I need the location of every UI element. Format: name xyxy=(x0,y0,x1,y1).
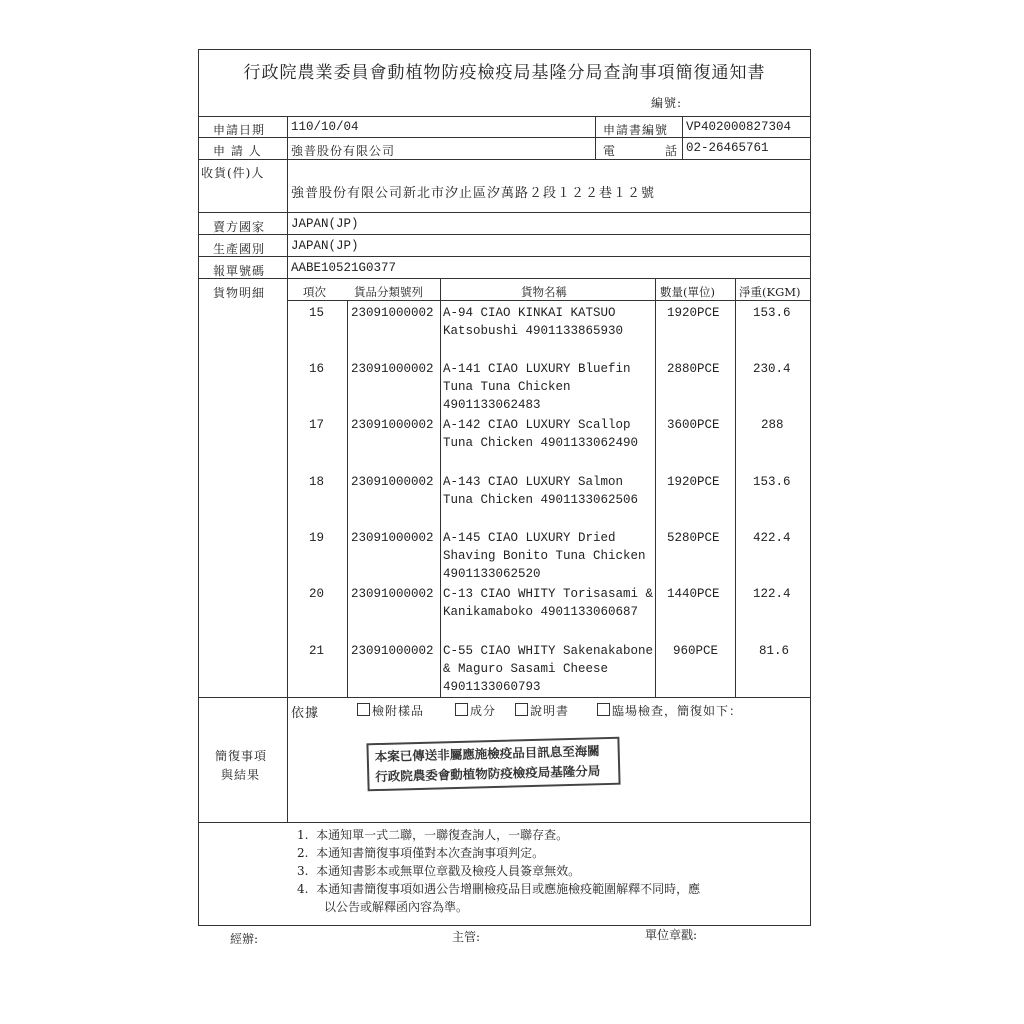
notice-form xyxy=(198,49,811,926)
form-title: 行政院農業委員會動植物防疫檢疫局基隆分局查詢事項簡復通知書 xyxy=(243,63,766,83)
checkbox[interactable] xyxy=(357,703,370,716)
row-qty: 1440PCE xyxy=(667,587,720,601)
unit-seal-label: 單位章戳: xyxy=(645,928,698,942)
apply-no: VP402000827304 xyxy=(686,120,792,134)
row-weight: 153.6 xyxy=(753,306,791,320)
note-number: 2. xyxy=(297,846,309,860)
note-text-continued: 以公告或解釋函內容為準。 xyxy=(324,900,469,914)
row-code: 23091000002 xyxy=(351,306,434,320)
basis-option-label: 成分 xyxy=(470,704,497,718)
checkbox[interactable] xyxy=(515,703,528,716)
note-text: 本通知書影本或無單位章戳及檢疫人員簽章無效。 xyxy=(316,864,581,878)
origin-label: 生產國別 xyxy=(213,242,266,256)
row-item: 20 xyxy=(309,587,325,601)
applicant: 強普股份有限公司 xyxy=(291,144,396,158)
row-code: 23091000002 xyxy=(351,475,434,489)
basis-option-label: 臨場檢查，簡復如下： xyxy=(612,704,743,718)
basis-option-manual[interactable] xyxy=(515,702,569,719)
row-qty: 2880PCE xyxy=(667,362,720,376)
row-weight: 153.6 xyxy=(753,475,791,489)
basis-option-label: 檢附樣品 xyxy=(372,704,425,718)
seller-country: JAPAN(JP) xyxy=(291,217,359,231)
result-label-line1: 簡復事項 xyxy=(215,749,268,763)
declaration-label: 報單號碼 xyxy=(213,264,266,278)
consignee-label: 收貨(件)人 xyxy=(201,166,265,180)
col-weight-header: 淨重(KGM) xyxy=(739,285,801,299)
row-qty: 5280PCE xyxy=(667,531,720,545)
phone: 02-26465761 xyxy=(686,141,769,155)
row-item: 15 xyxy=(309,306,325,320)
basis-label: 依據 xyxy=(291,706,320,721)
serial-label: 編號: xyxy=(651,96,683,110)
result-label-line2: 與結果 xyxy=(221,768,261,782)
col-item-header: 項次 xyxy=(303,285,326,299)
row-code: 23091000002 xyxy=(351,644,434,658)
col-code-header: 貨品分類號列 xyxy=(354,285,423,299)
row-name: C-13 CIAO WHITY Torisasami & Kanikamaboko 4901133060687 xyxy=(443,587,654,619)
phone-label-1: 電 xyxy=(603,144,617,158)
consignee: 強普股份有限公司新北市汐止區汐萬路２段１２２巷１２號 xyxy=(291,186,656,201)
row-item: 21 xyxy=(309,644,325,658)
row-qty: 1920PCE xyxy=(667,475,720,489)
apply-no-label: 申請書編號 xyxy=(603,123,669,137)
row-name: A-145 CIAO LUXURY Dried Shaving Bonito Tuna Chicken 4901133062520 xyxy=(443,531,646,581)
row-name: A-143 CIAO LUXURY Salmon Tuna Chicken 4901133062506 xyxy=(443,475,639,507)
row-code: 23091000002 xyxy=(351,531,434,545)
row-code: 23091000002 xyxy=(351,587,434,601)
row-weight: 122.4 xyxy=(753,587,791,601)
basis-option-label: 說明書 xyxy=(530,704,570,718)
note-number: 4. xyxy=(297,882,309,896)
declaration: AABE10521G0377 xyxy=(291,261,397,275)
note-text: 本通知書簡復事項如遇公告增刪檢疫品目或應施檢疫範圍解釋不同時，應 xyxy=(316,882,701,896)
stamp-line1: 本案已傳送非屬應施檢疫品目訊息至海關 xyxy=(374,743,600,765)
note-number: 3. xyxy=(297,864,309,878)
origin: JAPAN(JP) xyxy=(291,239,359,253)
official-stamp xyxy=(366,737,620,792)
row-weight: 230.4 xyxy=(753,362,791,376)
row-code: 23091000002 xyxy=(351,362,434,376)
row-weight: 81.6 xyxy=(759,644,790,658)
row-item: 17 xyxy=(309,418,325,432)
applicant-label: 申 請 人 xyxy=(213,144,262,158)
row-qty: 960PCE xyxy=(673,644,719,658)
row-item: 16 xyxy=(309,362,325,376)
basis-option-ingredient[interactable] xyxy=(455,702,496,719)
row-name: A-94 CIAO KINKAI KATSUO Katsobushi 4901133865930 xyxy=(443,306,624,338)
row-name: A-141 CIAO LUXURY Bluefin Tuna Tuna Chicken 4901133062483 xyxy=(443,362,631,412)
note-number: 1. xyxy=(297,828,309,842)
apply-date: 110/10/04 xyxy=(291,120,359,134)
row-name: C-55 CIAO WHITY Sakenakabone & Maguro Sasami Cheese 4901133060793 xyxy=(443,644,654,694)
row-qty: 1920PCE xyxy=(667,306,720,320)
row-name: A-142 CIAO LUXURY Scallop Tuna Chicken 4901133062490 xyxy=(443,418,639,450)
row-code: 23091000002 xyxy=(351,418,434,432)
stamp-line2: 行政院農委會動植物防疫檢疫局基隆分局 xyxy=(375,763,601,785)
note-text: 本通知單一式二聯，一聯復查詢人，一聯存查。 xyxy=(316,828,569,842)
checkbox[interactable] xyxy=(597,703,610,716)
row-qty: 3600PCE xyxy=(667,418,720,432)
seller-country-label: 賣方國家 xyxy=(213,220,266,234)
handler-label: 經辦: xyxy=(230,932,259,946)
col-qty-header: 數量(單位) xyxy=(660,285,715,299)
apply-date-label: 申請日期 xyxy=(213,123,266,137)
checkbox[interactable] xyxy=(455,703,468,716)
row-item: 18 xyxy=(309,475,325,489)
row-weight: 288 xyxy=(761,418,784,432)
row-item: 19 xyxy=(309,531,325,545)
phone-label-2: 話 xyxy=(665,144,679,158)
row-weight: 422.4 xyxy=(753,531,791,545)
supervisor-label: 主管: xyxy=(452,930,481,944)
basis-option-onsite[interactable] xyxy=(597,702,742,719)
basis-option-sample[interactable] xyxy=(357,702,424,719)
col-name-header: 貨物名稱 xyxy=(521,285,567,299)
goods-label: 貨物明細 xyxy=(213,286,266,300)
note-text: 本通知書簡復事項僅對本次查詢事項判定。 xyxy=(316,846,545,860)
